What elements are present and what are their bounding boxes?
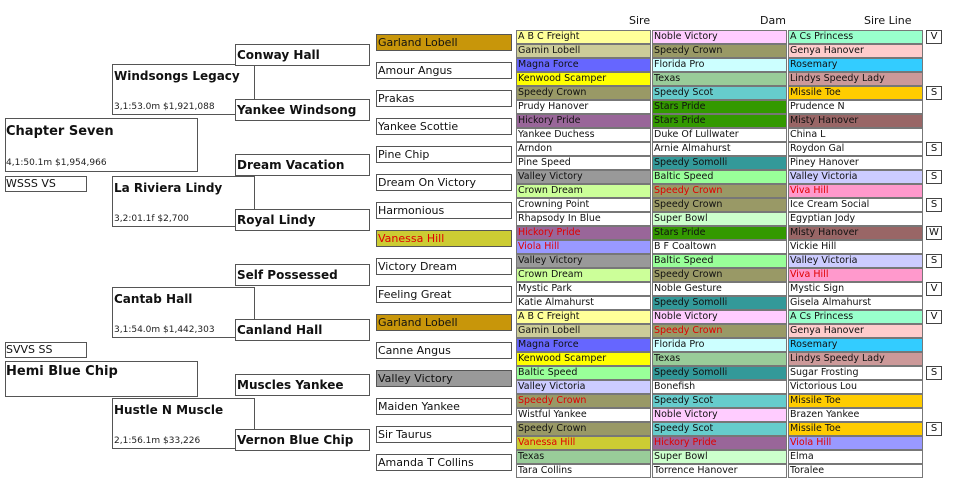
gen7-cell[interactable]: Misty Hanover — [788, 114, 923, 128]
gen6-cell[interactable]: Noble Victory — [652, 310, 787, 324]
gen6-cell[interactable]: Speedy Scot — [652, 422, 787, 436]
sire-line-mark[interactable]: V — [926, 310, 942, 324]
gen5-cell[interactable]: Gamin Lobell — [516, 44, 651, 58]
gen7-cell[interactable]: Viva Hill — [788, 268, 923, 282]
gen7-cell[interactable]: Victorious Lou — [788, 380, 923, 394]
gen2-record: 3,2:01.1f $2,700 — [114, 214, 189, 224]
gen6-cell[interactable]: Speedy Somolli — [652, 366, 787, 380]
gen4-name[interactable]: Prakas — [378, 92, 415, 105]
gen5-cell[interactable]: Arndon — [516, 142, 651, 156]
gen5-cell[interactable]: Wistful Yankee — [516, 408, 651, 422]
gen6-cell[interactable]: Speedy Crown — [652, 184, 787, 198]
gen1-code-box — [5, 176, 87, 192]
gen7-cell[interactable]: Sugar Frosting — [788, 366, 923, 380]
gen3-box[interactable] — [235, 429, 370, 451]
gen7-cell[interactable]: Missile Toe — [788, 422, 923, 436]
gen2-name[interactable]: Cantab Hall — [114, 292, 193, 306]
gen7-cell[interactable]: Toralee — [788, 464, 923, 478]
gen5-cell[interactable]: Katie Almahurst — [516, 296, 651, 310]
gen5-cell[interactable]: Hickory Pride — [516, 114, 651, 128]
gen5-cell[interactable]: Magna Force — [516, 338, 651, 352]
gen5-cell[interactable]: Yankee Duchess — [516, 128, 651, 142]
sire-line-mark[interactable]: S — [926, 422, 942, 436]
gen7-cell[interactable]: Rosemary — [788, 58, 923, 72]
gen7-cell[interactable]: Misty Hanover — [788, 226, 923, 240]
gen7-cell[interactable]: Missile Toe — [788, 86, 923, 100]
gen3-box[interactable] — [235, 44, 370, 66]
gen4-name[interactable]: Sir Taurus — [378, 428, 432, 441]
gen1-code-box — [5, 342, 87, 358]
sire-line-mark[interactable]: W — [926, 226, 942, 240]
gen5-cell[interactable]: Speedy Crown — [516, 422, 651, 436]
gen2-name[interactable]: La Riviera Lindy — [114, 181, 223, 195]
gen6-cell[interactable]: Noble Victory — [652, 408, 787, 422]
gen6-cell[interactable]: Florida Pro — [652, 58, 787, 72]
gen6-cell[interactable]: Texas — [652, 72, 787, 86]
sire-line-mark[interactable]: S — [926, 198, 942, 212]
gen7-cell[interactable]: Genya Hanover — [788, 324, 923, 338]
gen3-box[interactable] — [235, 264, 370, 286]
gen6-cell[interactable]: Hickory Pride — [652, 436, 787, 450]
gen5-cell[interactable]: Gamin Lobell — [516, 324, 651, 338]
gen5-cell[interactable]: Speedy Crown — [516, 394, 651, 408]
gen3-box[interactable] — [235, 154, 370, 176]
sire-line-header: Sire Line — [864, 14, 912, 27]
gen3-name[interactable]: Dream Vacation — [237, 158, 345, 172]
gen5-cell[interactable]: Speedy Crown — [516, 86, 651, 100]
gen5-cell[interactable]: Crown Dream — [516, 268, 651, 282]
gen5-cell[interactable]: Valley Victoria — [516, 380, 651, 394]
gen7-cell[interactable]: China L — [788, 128, 923, 142]
gen4-box[interactable] — [376, 370, 512, 387]
gen6-cell[interactable]: Baltic Speed — [652, 170, 787, 184]
gen4-box[interactable] — [376, 314, 512, 331]
gen6-cell[interactable]: Stars Pride — [652, 226, 787, 240]
gen5-cell[interactable]: A B C Freight — [516, 310, 651, 324]
gen7-cell[interactable]: Vickie Hill — [788, 240, 923, 254]
gen3-box[interactable] — [235, 99, 370, 121]
gen6-cell[interactable]: Speedy Scot — [652, 86, 787, 100]
gen6-cell[interactable]: Speedy Crown — [652, 268, 787, 282]
gen3-name[interactable]: Yankee Windsong — [237, 103, 357, 117]
gen3-name[interactable]: Royal Lindy — [237, 213, 316, 227]
gen5-cell[interactable]: Prudy Hanover — [516, 100, 651, 114]
gen5-cell[interactable]: Pine Speed — [516, 156, 651, 170]
gen6-cell[interactable]: Noble Victory — [652, 30, 787, 44]
gen4-box[interactable] — [376, 454, 512, 471]
gen7-cell[interactable]: Viola Hill — [788, 436, 923, 450]
gen6-cell[interactable]: Speedy Crown — [652, 198, 787, 212]
gen6-cell[interactable]: Stars Pride — [652, 100, 787, 114]
gen6-cell[interactable]: Florida Pro — [652, 338, 787, 352]
gen5-cell[interactable]: Rhapsody In Blue — [516, 212, 651, 226]
gen7-cell[interactable]: Ice Cream Social — [788, 198, 923, 212]
gen2-record: 3,1:53.0m $1,921,088 — [114, 102, 215, 112]
gen4-name[interactable]: Feeling Great — [378, 288, 452, 301]
gen4-box[interactable] — [376, 286, 512, 303]
gen4-name[interactable]: Valley Victory — [378, 372, 453, 385]
gen7-cell[interactable]: Gisela Almahurst — [788, 296, 923, 310]
gen5-cell[interactable]: Valley Victory — [516, 254, 651, 268]
gen4-name[interactable]: Dream On Victory — [378, 176, 477, 189]
gen7-cell[interactable]: A Cs Princess — [788, 30, 923, 44]
gen5-cell[interactable]: Baltic Speed — [516, 366, 651, 380]
gen4-name[interactable]: Garland Lobell — [378, 36, 458, 49]
gen3-box[interactable] — [235, 319, 370, 341]
gen4-box[interactable] — [376, 34, 512, 51]
gen1-name[interactable]: Hemi Blue Chip — [6, 364, 118, 379]
sire-line-mark[interactable]: S — [926, 142, 942, 156]
gen2-box[interactable] — [112, 398, 255, 449]
gen2-record: 3,1:54.0m $1,442,303 — [114, 325, 215, 335]
gen6-cell[interactable]: Torrence Hanover — [652, 464, 787, 478]
gen5-cell[interactable]: Valley Victory — [516, 170, 651, 184]
gen7-cell[interactable]: Elma — [788, 450, 923, 464]
gen5-cell[interactable]: Tara Collins — [516, 464, 651, 478]
sire-line-mark[interactable]: V — [926, 30, 942, 44]
gen5-cell[interactable]: Kenwood Scamper — [516, 72, 651, 86]
gen5-cell[interactable]: Texas — [516, 450, 651, 464]
gen3-name[interactable]: Vernon Blue Chip — [237, 433, 354, 447]
gen1-record: 4,1:50.1m $1,954,966 — [6, 158, 107, 168]
gen4-name[interactable]: Victory Dream — [378, 260, 457, 273]
gen4-box[interactable] — [376, 426, 512, 443]
gen3-name[interactable]: Muscles Yankee — [237, 378, 344, 392]
gen5-cell[interactable]: Kenwood Scamper — [516, 352, 651, 366]
gen4-name[interactable]: Maiden Yankee — [378, 400, 460, 413]
gen1-code: WSSS VS — [6, 177, 56, 190]
gen6-cell[interactable]: Noble Gesture — [652, 282, 787, 296]
gen6-cell[interactable]: Speedy Crown — [652, 324, 787, 338]
gen4-name[interactable]: Garland Lobell — [378, 316, 458, 329]
gen7-cell[interactable]: Egyptian Jody — [788, 212, 923, 226]
gen7-cell[interactable]: Valley Victoria — [788, 170, 923, 184]
gen4-box[interactable] — [376, 398, 512, 415]
gen4-box[interactable] — [376, 118, 512, 135]
gen2-name[interactable]: Windsongs Legacy — [114, 69, 240, 83]
gen6-cell[interactable]: Arnie Almahurst — [652, 142, 787, 156]
gen4-name[interactable]: Amour Angus — [378, 64, 453, 77]
gen6-cell[interactable]: Baltic Speed — [652, 254, 787, 268]
dam-header: Dam — [760, 14, 786, 27]
gen6-cell[interactable]: Speedy Scot — [652, 394, 787, 408]
gen7-cell[interactable]: Lindys Speedy Lady — [788, 72, 923, 86]
gen4-name[interactable]: Canne Angus — [378, 344, 451, 357]
gen5-cell[interactable]: Vanessa Hill — [516, 436, 651, 450]
gen6-cell[interactable]: B F Coaltown — [652, 240, 787, 254]
gen6-cell[interactable]: Speedy Somolli — [652, 156, 787, 170]
gen6-cell[interactable]: Texas — [652, 352, 787, 366]
gen7-cell[interactable]: Prudence N — [788, 100, 923, 114]
gen2-box[interactable] — [112, 176, 255, 227]
gen1-box-sire[interactable] — [5, 118, 198, 172]
gen5-cell[interactable]: Magna Force — [516, 58, 651, 72]
sire-line-mark[interactable]: S — [926, 86, 942, 100]
gen5-cell[interactable]: Crown Dream — [516, 184, 651, 198]
gen7-cell[interactable]: Viva Hill — [788, 184, 923, 198]
gen4-box[interactable] — [376, 90, 512, 107]
gen1-box-dam[interactable] — [5, 361, 198, 397]
gen2-name[interactable]: Hustle N Muscle — [114, 403, 224, 417]
gen2-box[interactable] — [112, 64, 255, 115]
gen4-box[interactable] — [376, 230, 512, 247]
gen2-box[interactable] — [112, 287, 255, 338]
gen4-box[interactable] — [376, 174, 512, 191]
gen7-cell[interactable]: Mystic Sign — [788, 282, 923, 296]
gen7-cell[interactable]: Roydon Gal — [788, 142, 923, 156]
gen3-box[interactable] — [235, 209, 370, 231]
gen4-box[interactable] — [376, 202, 512, 219]
gen6-cell[interactable]: Super Bowl — [652, 450, 787, 464]
sire-header: Sire — [629, 14, 651, 27]
gen4-box[interactable] — [376, 146, 512, 163]
gen5-cell[interactable]: Hickory Pride — [516, 226, 651, 240]
sire-line-mark[interactable]: S — [926, 170, 942, 184]
gen6-cell[interactable]: Stars Pride — [652, 114, 787, 128]
gen7-cell[interactable]: Rosemary — [788, 338, 923, 352]
gen7-cell[interactable]: Brazen Yankee — [788, 408, 923, 422]
gen7-cell[interactable]: Genya Hanover — [788, 44, 923, 58]
gen4-box[interactable] — [376, 342, 512, 359]
gen6-cell[interactable]: Speedy Somolli — [652, 296, 787, 310]
gen7-cell[interactable]: Valley Victoria — [788, 254, 923, 268]
gen6-cell[interactable]: Super Bowl — [652, 212, 787, 226]
gen6-cell[interactable]: Speedy Crown — [652, 44, 787, 58]
gen7-cell[interactable]: Missile Toe — [788, 394, 923, 408]
gen5-cell[interactable]: Crowning Point — [516, 198, 651, 212]
sire-line-mark[interactable]: S — [926, 366, 942, 380]
gen5-cell[interactable]: A B C Freight — [516, 30, 651, 44]
gen3-name[interactable]: Self Possessed — [237, 268, 338, 282]
gen4-box[interactable] — [376, 258, 512, 275]
gen1-name[interactable]: Chapter Seven — [6, 124, 114, 139]
gen4-box[interactable] — [376, 62, 512, 79]
gen4-name[interactable]: Vanessa Hill — [378, 232, 445, 245]
sire-line-mark[interactable]: V — [926, 282, 942, 296]
gen4-name[interactable]: Amanda T Collins — [378, 456, 474, 469]
gen3-box[interactable] — [235, 374, 370, 396]
gen1-code: SVVS SS — [6, 343, 53, 356]
gen7-cell[interactable]: Piney Hanover — [788, 156, 923, 170]
gen7-cell[interactable]: Lindys Speedy Lady — [788, 352, 923, 366]
gen6-cell[interactable]: Bonefish — [652, 380, 787, 394]
gen5-cell[interactable]: Mystic Park — [516, 282, 651, 296]
gen3-name[interactable]: Conway Hall — [237, 48, 320, 62]
gen5-cell[interactable]: Viola Hill — [516, 240, 651, 254]
gen7-cell[interactable]: A Cs Princess — [788, 310, 923, 324]
sire-line-mark[interactable]: S — [926, 254, 942, 268]
gen3-name[interactable]: Canland Hall — [237, 323, 323, 337]
gen4-name[interactable]: Harmonious — [378, 204, 445, 217]
gen4-name[interactable]: Pine Chip — [378, 148, 430, 161]
gen4-name[interactable]: Yankee Scottie — [378, 120, 459, 133]
gen6-cell[interactable]: Duke Of Lullwater — [652, 128, 787, 142]
gen2-record: 2,1:56.1m $33,226 — [114, 436, 201, 446]
